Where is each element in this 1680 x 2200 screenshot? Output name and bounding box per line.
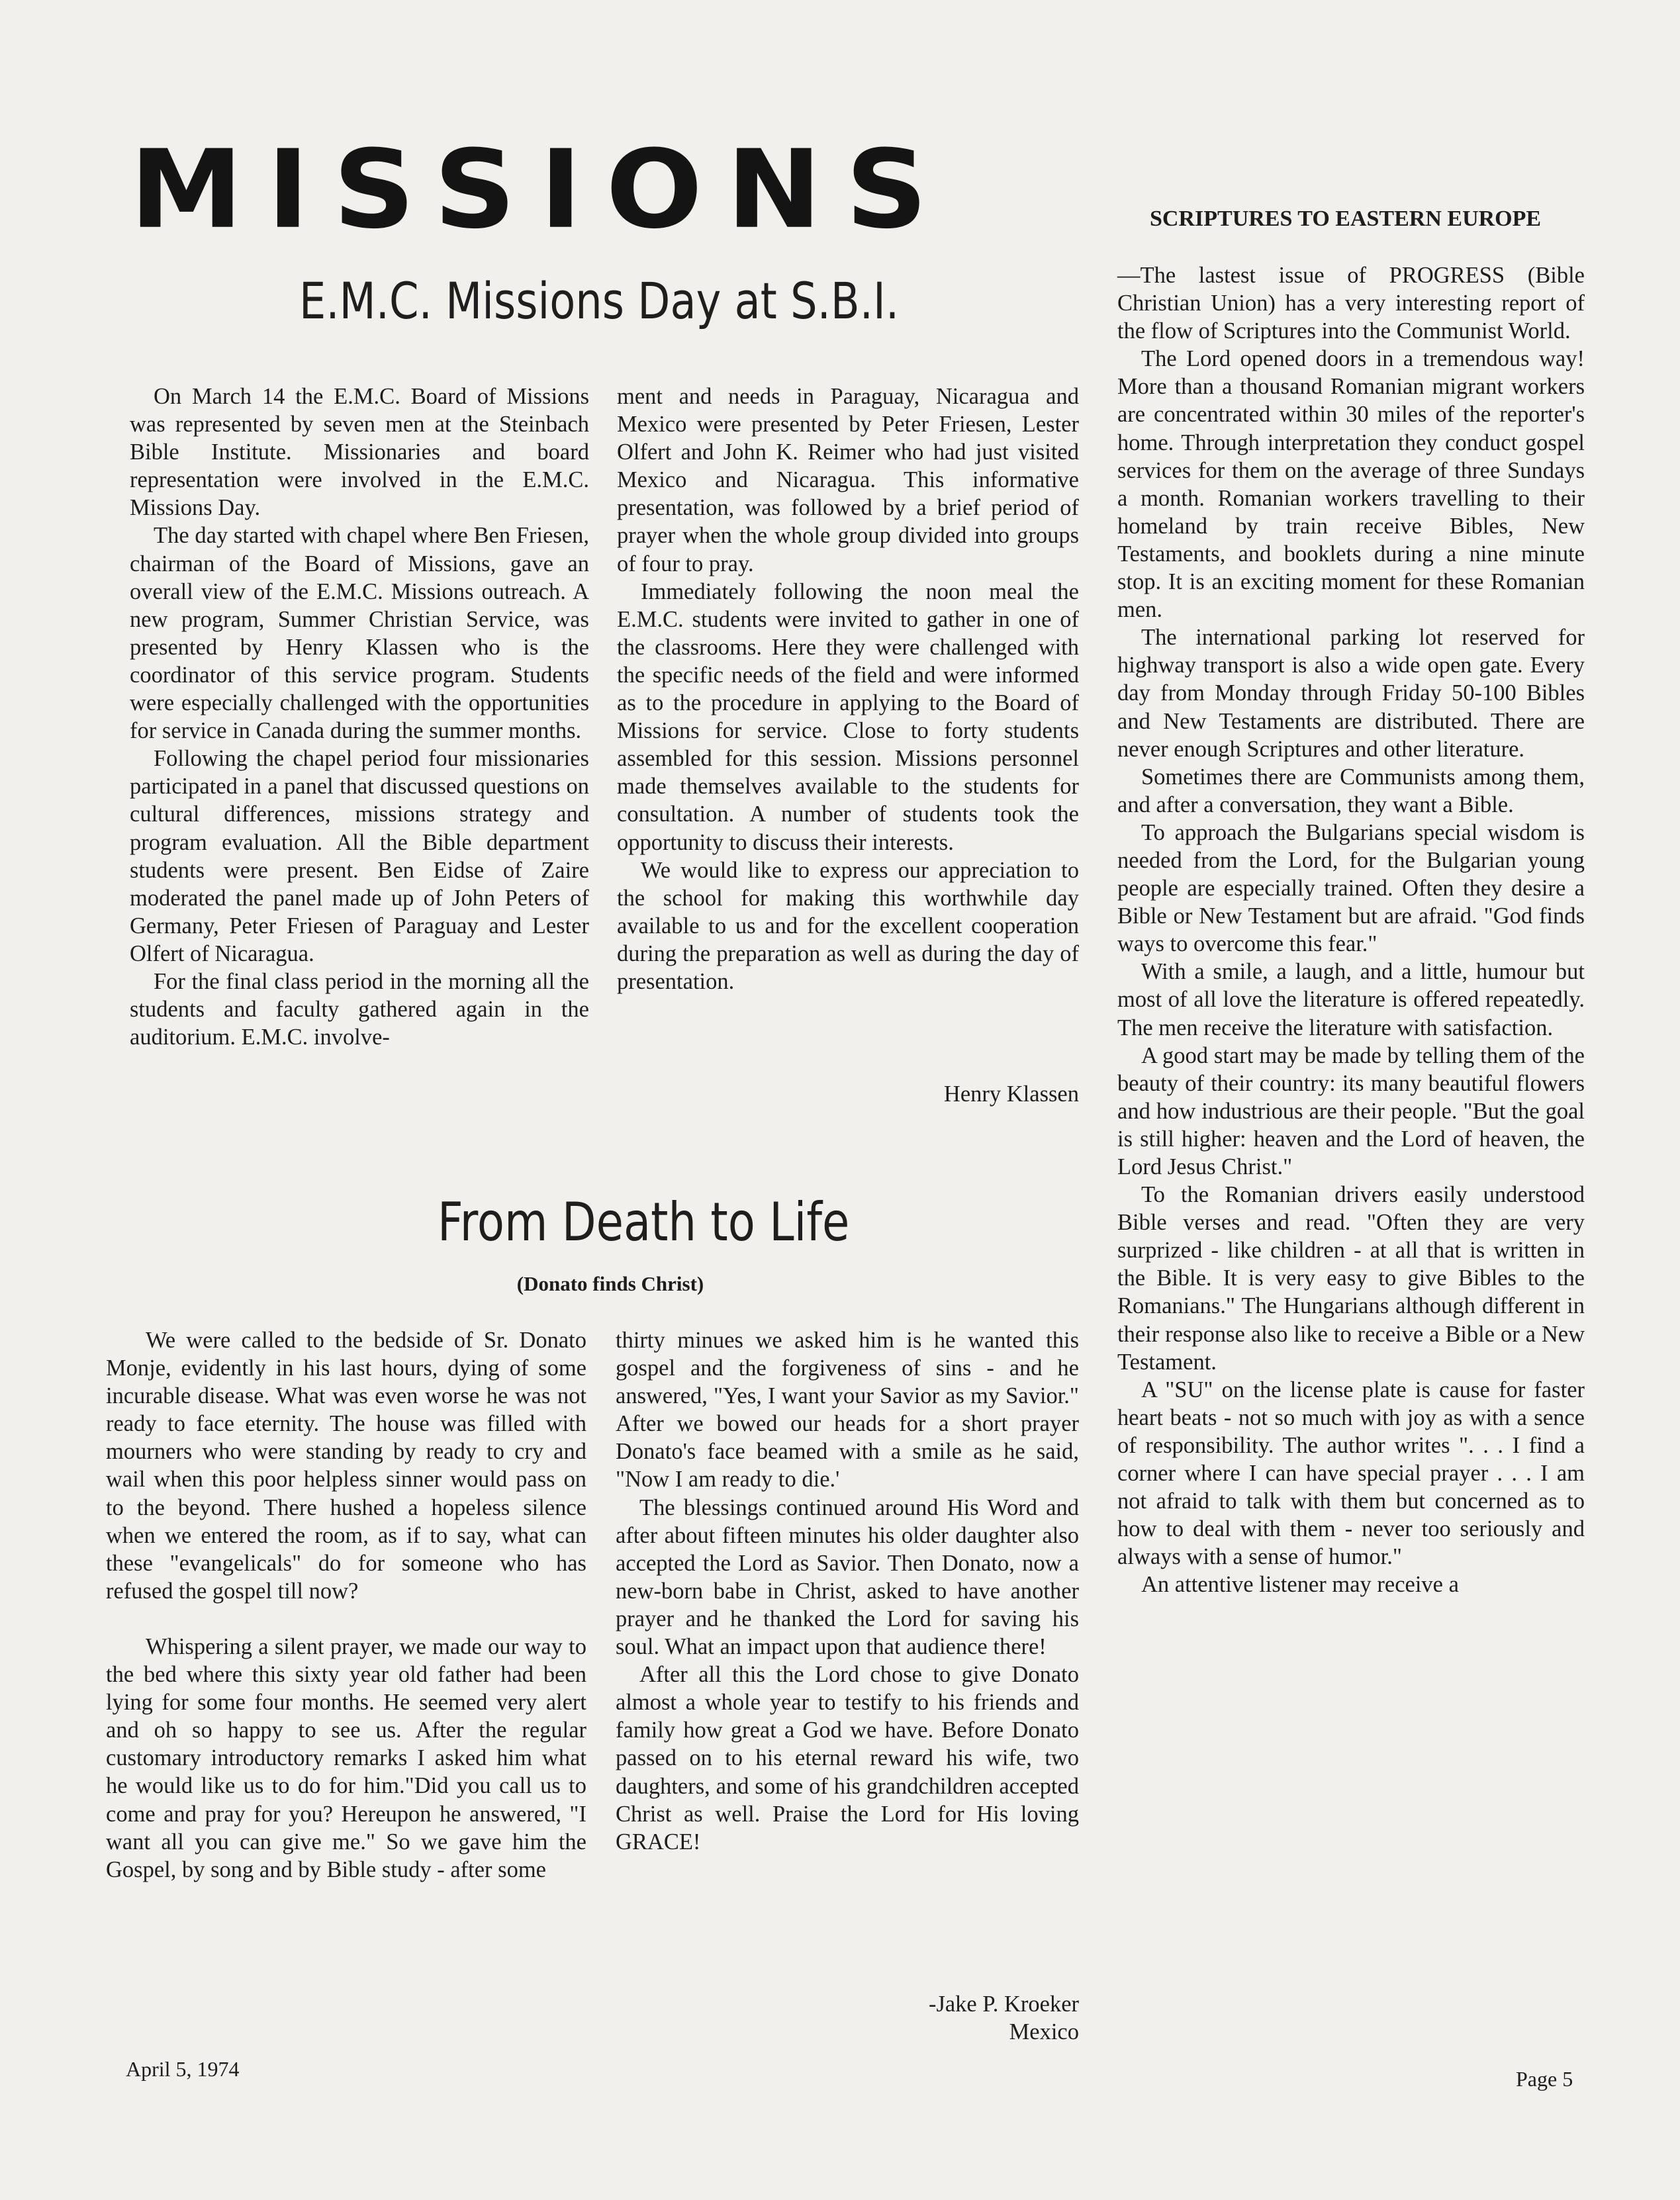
article1-column-2: [617, 383, 1079, 995]
paragraph: On March 14 the E.M.C. Board of Missions was represented by seven men at the Steinbach Bible Institute. Missionaries and board representation were involved in the E.M.C. Missions Day.: [130, 384, 589, 521]
article2-column-1: [106, 1326, 586, 1884]
paragraph: The international parking lot reserved for highway transport is also a wide open gate. Every day from Monday through Friday 50-100 Bibles and New Testaments are distributed. There are never enough Scriptures and other literature.: [1117, 625, 1585, 762]
article-headline-death-to-life: From Death to Life: [438, 1191, 850, 1253]
signature-henry-klassen: Henry Klassen: [943, 1081, 1079, 1107]
article1-column-1: [130, 383, 589, 1051]
paragraph: To the Romanian drivers easily understood Bible verses and read. "Often they are very surprized - like children - at all that is written in the Bible. It is very easy to give Bibles to the Romanians." The Hungarians although different in their response also like to receive a Bible or a New Testament.: [1117, 1182, 1585, 1375]
paragraph: The day started with chapel where Ben Friesen, chairman of the Board of Missions, gave an overall view of the E.M.C. Missions outreach. A new program, Summer Christian Service, was presented by Henry Klassen who is the coordinator of this service program. Students were especially challenged with the opportunities for service in Canada during the summer months.: [130, 523, 589, 744]
paragraph: We were called to the bedside of Sr. Donato Monje, evidently in his last hours, dying of some incurable disease. What was even worse he was not ready to face eternity. The house was filled with mourners who were standing by ready to cry and wail when this poor helpless sinner would pass on to the beyond. There hushed a hopeless silence when we entered the room, as if to say, what can these "evangelicals" do for someone who has refused the gospel till now?: [106, 1328, 586, 1604]
signature-jake-kroeker: -Jake P. Kroeker: [928, 1992, 1079, 2017]
paragraph: Sometimes there are Communists among them, and after a conversation, they want a Bible.: [1117, 764, 1585, 817]
paragraph: ment and needs in Paraguay, Nicaragua and Mexico were presented by Peter Friesen, Lester Olfert and John K. Reimer who had just visited Mexico and Nicaragua. This informative presentation, was followed by a brief period of prayer when the whole group divided into groups of four to pray.: [617, 384, 1079, 576]
section-title: MISSIONS: [130, 126, 952, 253]
paragraph: Whispering a silent prayer, we made our way to the bed where this sixty year old father had been lying for some four months. He seemed very alert and oh so happy to see us. After the regular customary introductory remarks I asked him what he would like us to do for him."Did you call us to come and pray for you? Hereupon he answered, "I want all you can give me." So we gave him the Gospel, by song and by Bible study - after some: [106, 1633, 586, 1882]
paragraph: A good start may be made by telling them of the beauty of their country: its many beautiful flowers and how industrious are their people. "But the goal is still higher: heaven and the Lord of heaven, the Lord Jesus Christ.": [1117, 1042, 1585, 1179]
paragraph: We would like to express our appreciation to the school for making this worthwhile day available to us and for the excellent cooperation during the preparation as well as during the day of presentation.: [617, 857, 1079, 994]
paragraph: thirty minues we asked him is he wanted this gospel and the forgiveness of sins - and he answered, "Yes, I want your Savior as my Savior." After we bowed our heads for a short prayer Donato's face beamed with a smile as he said, "Now I am ready to die.': [616, 1328, 1079, 1492]
article-subheadline: (Donato finds Christ): [516, 1272, 704, 1295]
paragraph: With a smile, a laugh, and a little, humour but most of all love the literature is offered repeatedly. The men receive the literature with satisfaction.: [1117, 959, 1585, 1040]
paragraph: An attentive listener may receive a: [1141, 1572, 1459, 1598]
issue-date: April 5, 1974: [126, 2057, 240, 2081]
paragraph: —The lastest issue of PROGRESS (Bible Christian Union) has a very interesting report of the flow of Scriptures into the Communist World.: [1117, 263, 1585, 344]
paragraph: For the final class period in the morning all the students and faculty gathered again in the auditorium. E.M.C. involve-: [130, 968, 589, 1050]
paragraph: Following the chapel period four missionaries participated in a panel that discussed questions on cultural differences, missions strategy and program evaluation. All the Bible department students were present. Ben Eidse of Zaire moderated the panel made up of John Peters of Germany, Peter Friesen of Paraguay and Lester Olfert of Nicaragua.: [130, 746, 589, 966]
paragraph: The Lord opened doors in a tremendous way! More than a thousand Romanian migrant workers are concentrated within 30 miles of the reporter's home. Through interpretation they conduct gospel services for them on the average of three Sundays a month. Romanian workers travelling to their homeland by train receive Bibles, New Testaments, and booklets during a nine minute stop. It is an exciting moment for these Romanian men.: [1117, 346, 1585, 623]
paragraph: Immediately following the noon meal the E.M.C. students were invited to gather in one of the classrooms. Here they were challenged with the specific needs of the field and were informed as to the procedure in applying to the Board of Missions for service. Close to forty students assembled for this session. Missions personnel made themselves available to the students for consultation. A number of students took the opportunity to discuss their interests.: [617, 578, 1079, 855]
page-number: Page 5: [1516, 2067, 1573, 2091]
paragraph: The blessings continued around His Word and after about fifteen minutes his older daughter also accepted the Lord as Savior. Then Donato, now a new-born babe in Christ, asked to have another prayer and he thanked the Lord for saving his soul. What an impact upon that audience there!: [616, 1494, 1079, 1660]
article2-column-2: [616, 1326, 1079, 1856]
paragraph: After all this the Lord chose to give Donato almost a whole year to testify to his friends and family how great a God we have. Before Donato passed on to his eternal reward his wife, two daughters, and some of his grandchildren accepted Christ as well. Praise the Lord for His loving GRACE!: [616, 1662, 1079, 1855]
article-headline-missions-day: E.M.C. Missions Day at S.B.I.: [299, 271, 900, 330]
paragraph: A "SU" on the license plate is cause for faster heart beats - not so much with joy as with a sence of responsibility. The author writes ". . . I find a corner where I can have special prayer . . . I am not afraid to talk with them but concerned as to how to deal with them - never too seriously and always with a sense of humor.": [1117, 1377, 1585, 1570]
paragraph: To approach the Bulgarians special wisdom is needed from the Lord, for the Bulgarian young people are especially trained. Often they desire a Bible or New Testament but are afraid. "God finds ways to overcome this fear.": [1117, 819, 1585, 957]
article-headline-scriptures: SCRIPTURES TO EASTERN EUROPE: [1150, 206, 1542, 231]
article3-column: [1117, 261, 1585, 1599]
signature-location: Mexico: [1009, 2019, 1079, 2044]
